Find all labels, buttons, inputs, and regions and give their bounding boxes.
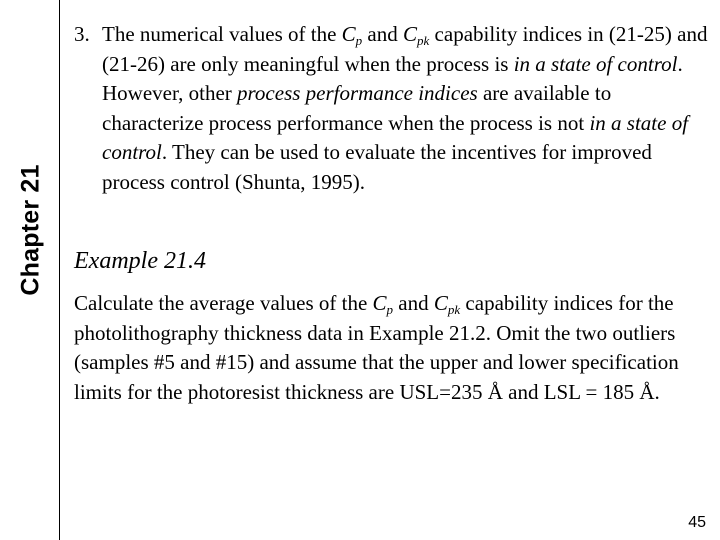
page-number: 45	[688, 514, 706, 531]
text-run: The numerical values of the	[102, 22, 342, 46]
cp-subscript: p	[355, 33, 363, 48]
text-run: capability indices in (21-25) and (21-26) are only meaningful when the process is	[102, 22, 708, 76]
text-run: . They can be used to evaluate the incentives for improved process control (Shunta, 1995).	[102, 140, 652, 194]
sidebar-divider	[59, 0, 60, 540]
text-run: are available to characterize process performance when the process is not	[102, 81, 612, 135]
text-run: and	[362, 22, 403, 46]
cpk-symbol: C	[403, 22, 418, 46]
text-run: capability indices for the photolithography thickness data in Example 21.2. Omit the two outliers (samples #5 and #15) and assume that the upper and lower specification limits for the photoresist thickness are USL=235 Å and LSL = 185 Å.	[74, 291, 679, 404]
text-run: Calculate the average values of the	[74, 291, 373, 315]
list-item-text	[102, 20, 714, 197]
cpk-subscript: pk	[447, 302, 461, 317]
cpk-subscript: pk	[417, 33, 430, 48]
main-content	[74, 20, 714, 197]
cp-symbol: C	[372, 291, 387, 315]
cpk-symbol: C	[433, 291, 448, 315]
example-paragraph	[74, 289, 704, 407]
italic-phrase: in a state of control	[102, 110, 689, 164]
list-item-number: 3.	[74, 22, 90, 46]
text-run: and	[393, 291, 434, 315]
italic-phrase: in a state of control	[513, 51, 678, 76]
cp-symbol: C	[341, 22, 356, 46]
example-title: Example 21.4	[74, 248, 206, 274]
list-item-3	[74, 20, 714, 197]
text-run: . However, other	[102, 51, 683, 105]
chapter-label: Chapter 21	[16, 164, 45, 296]
chapter-sidebar	[0, 0, 59, 540]
cp-subscript: p	[386, 302, 394, 317]
italic-phrase: process performance indices	[237, 81, 478, 105]
